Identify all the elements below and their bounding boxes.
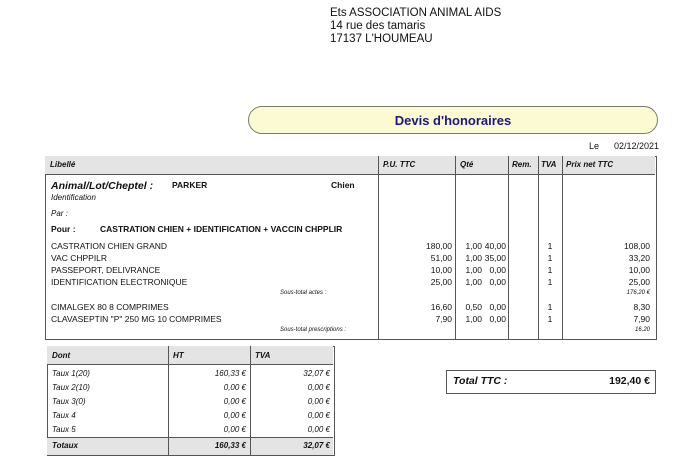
vat-rate-ht: 0,00 € [223,383,246,392]
vat-rate-tva: 0,00 € [307,411,330,420]
act-tva: 1 [547,241,553,251]
company-street: 14 rue des tamaris [330,20,426,32]
subtotal-acts-label: Sous-total actes : [280,290,327,296]
act-rem: 0,00 [489,265,506,275]
vat-rate-label: Taux 3(0) [52,397,86,406]
identification-label: Identification [51,193,96,202]
vat-header-dont: Dont [52,351,71,360]
pour-label: Pour : [51,224,76,234]
act-tva: 1 [547,253,553,263]
animal-species: Chien [331,180,355,190]
act-prix: 33,20 [628,253,650,263]
document-title-text: Devis d'honoraires [394,112,512,128]
subtotal-acts-value: 176,20 € [626,290,650,296]
act-pu: 10,00 [430,265,452,275]
act-label: VAC CHPPILR [51,253,108,263]
prescription-pu: 7,90 [435,314,452,324]
vat-rate-tva: 0,00 € [307,383,330,392]
act-qte: 1,00 [465,265,482,275]
total-ttc-value: 192,40 € [609,375,650,387]
act-tva: 1 [547,277,553,287]
act-rem: 40,00 [484,241,506,251]
vat-rate-label: Taux 4 [52,411,76,420]
company-address [330,7,501,46]
company-city: 17137 L'HOUMEAU [330,33,433,45]
act-qte: 1,00 [465,253,482,263]
act-pu: 51,00 [430,253,452,263]
prescription-label: CIMALGEX 80 8 COMPRIMES [51,302,169,312]
act-qte: 1,00 [465,241,482,251]
act-pu: 180,00 [426,241,452,251]
prescription-tva: 1 [547,314,553,324]
prescription-rem: 0,00 [489,314,506,324]
prescription-rem: 0,00 [489,302,506,312]
vat-rate-ht: 0,00 € [223,411,246,420]
column-divider [455,156,456,339]
vat-rate-ht: 0,00 € [223,425,246,434]
par-label: Par : [51,209,68,218]
prescription-qte: 1,00 [465,314,482,324]
vat-rate-label: Taux 1(20) [52,369,90,378]
vat-rate-ht: 0,00 € [223,397,246,406]
vat-rate-ht: 160,33 € [214,369,246,378]
act-label: CASTRATION CHIEN GRAND [51,241,168,251]
document-date: 02/12/2021 [614,141,660,151]
column-divider [508,156,509,339]
items-table-header [45,156,655,175]
column-divider [378,156,379,339]
column-divider [538,156,539,339]
document-title [248,106,658,134]
vat-rate-tva: 0,00 € [307,425,330,434]
prescription-prix: 8,30 [633,302,650,312]
header-tva: TVA [541,160,557,169]
prescription-qte: 0,50 [465,302,482,312]
act-rem: 35,00 [484,253,506,263]
vat-totals-ht: 160,33 € [214,441,246,450]
act-rem: 0,00 [489,277,506,287]
animal-label: Animal/Lot/Cheptel : [51,180,154,192]
act-prix: 10,00 [628,265,650,275]
act-label: IDENTIFICATION ELECTRONIQUE [51,277,188,287]
vat-rate-tva: 0,00 € [307,397,330,406]
total-ttc-label: Total TTC : [453,375,508,387]
act-pu: 25,00 [430,277,452,287]
column-divider [562,156,563,339]
prescription-label: CLAVASEPTIN "P" 250 MG 10 COMPRIMES [51,314,222,324]
vat-rate-tva: 32,07 € [303,369,330,378]
vat-header-tva: TVA [255,351,271,360]
header-qte: Qté [460,160,474,169]
subtotal-prescriptions-value: 16,20 [634,327,650,333]
act-prix: 25,00 [628,277,650,287]
prescription-tva: 1 [547,302,553,312]
header-libelle: Libellé [50,160,76,169]
prescription-prix: 7,90 [633,314,650,324]
vat-totals-tva: 32,07 € [303,441,330,450]
column-divider [168,346,169,455]
prescription-pu: 16,60 [430,302,452,312]
act-tva: 1 [547,265,553,275]
animal-name: PARKER [172,180,208,190]
header-pu-ttc: P.U. TTC [383,160,416,169]
vat-table-header [47,346,333,365]
date-label: Le [589,141,600,151]
vat-rate-label: Taux 5 [52,425,76,434]
header-rem: Rem. [512,160,532,169]
vat-header-ht: HT [173,351,184,360]
vat-totals-label: Totaux [52,441,78,450]
column-divider [250,346,251,455]
company-name: Ets ASSOCIATION ANIMAL AIDS [330,7,502,19]
act-label: PASSEPORT, DELIVRANCE [51,265,161,275]
header-prix-net: Prix net TTC [566,160,614,169]
subtotal-prescriptions-label: Sous-total prescriptions : [280,327,347,333]
act-prix: 108,00 [624,241,650,251]
pour-value: CASTRATION CHIEN + IDENTIFICATION + VACCIN CHPPLIR [100,224,343,234]
act-qte: 1,00 [465,277,482,287]
vat-rate-label: Taux 2(10) [52,383,90,392]
